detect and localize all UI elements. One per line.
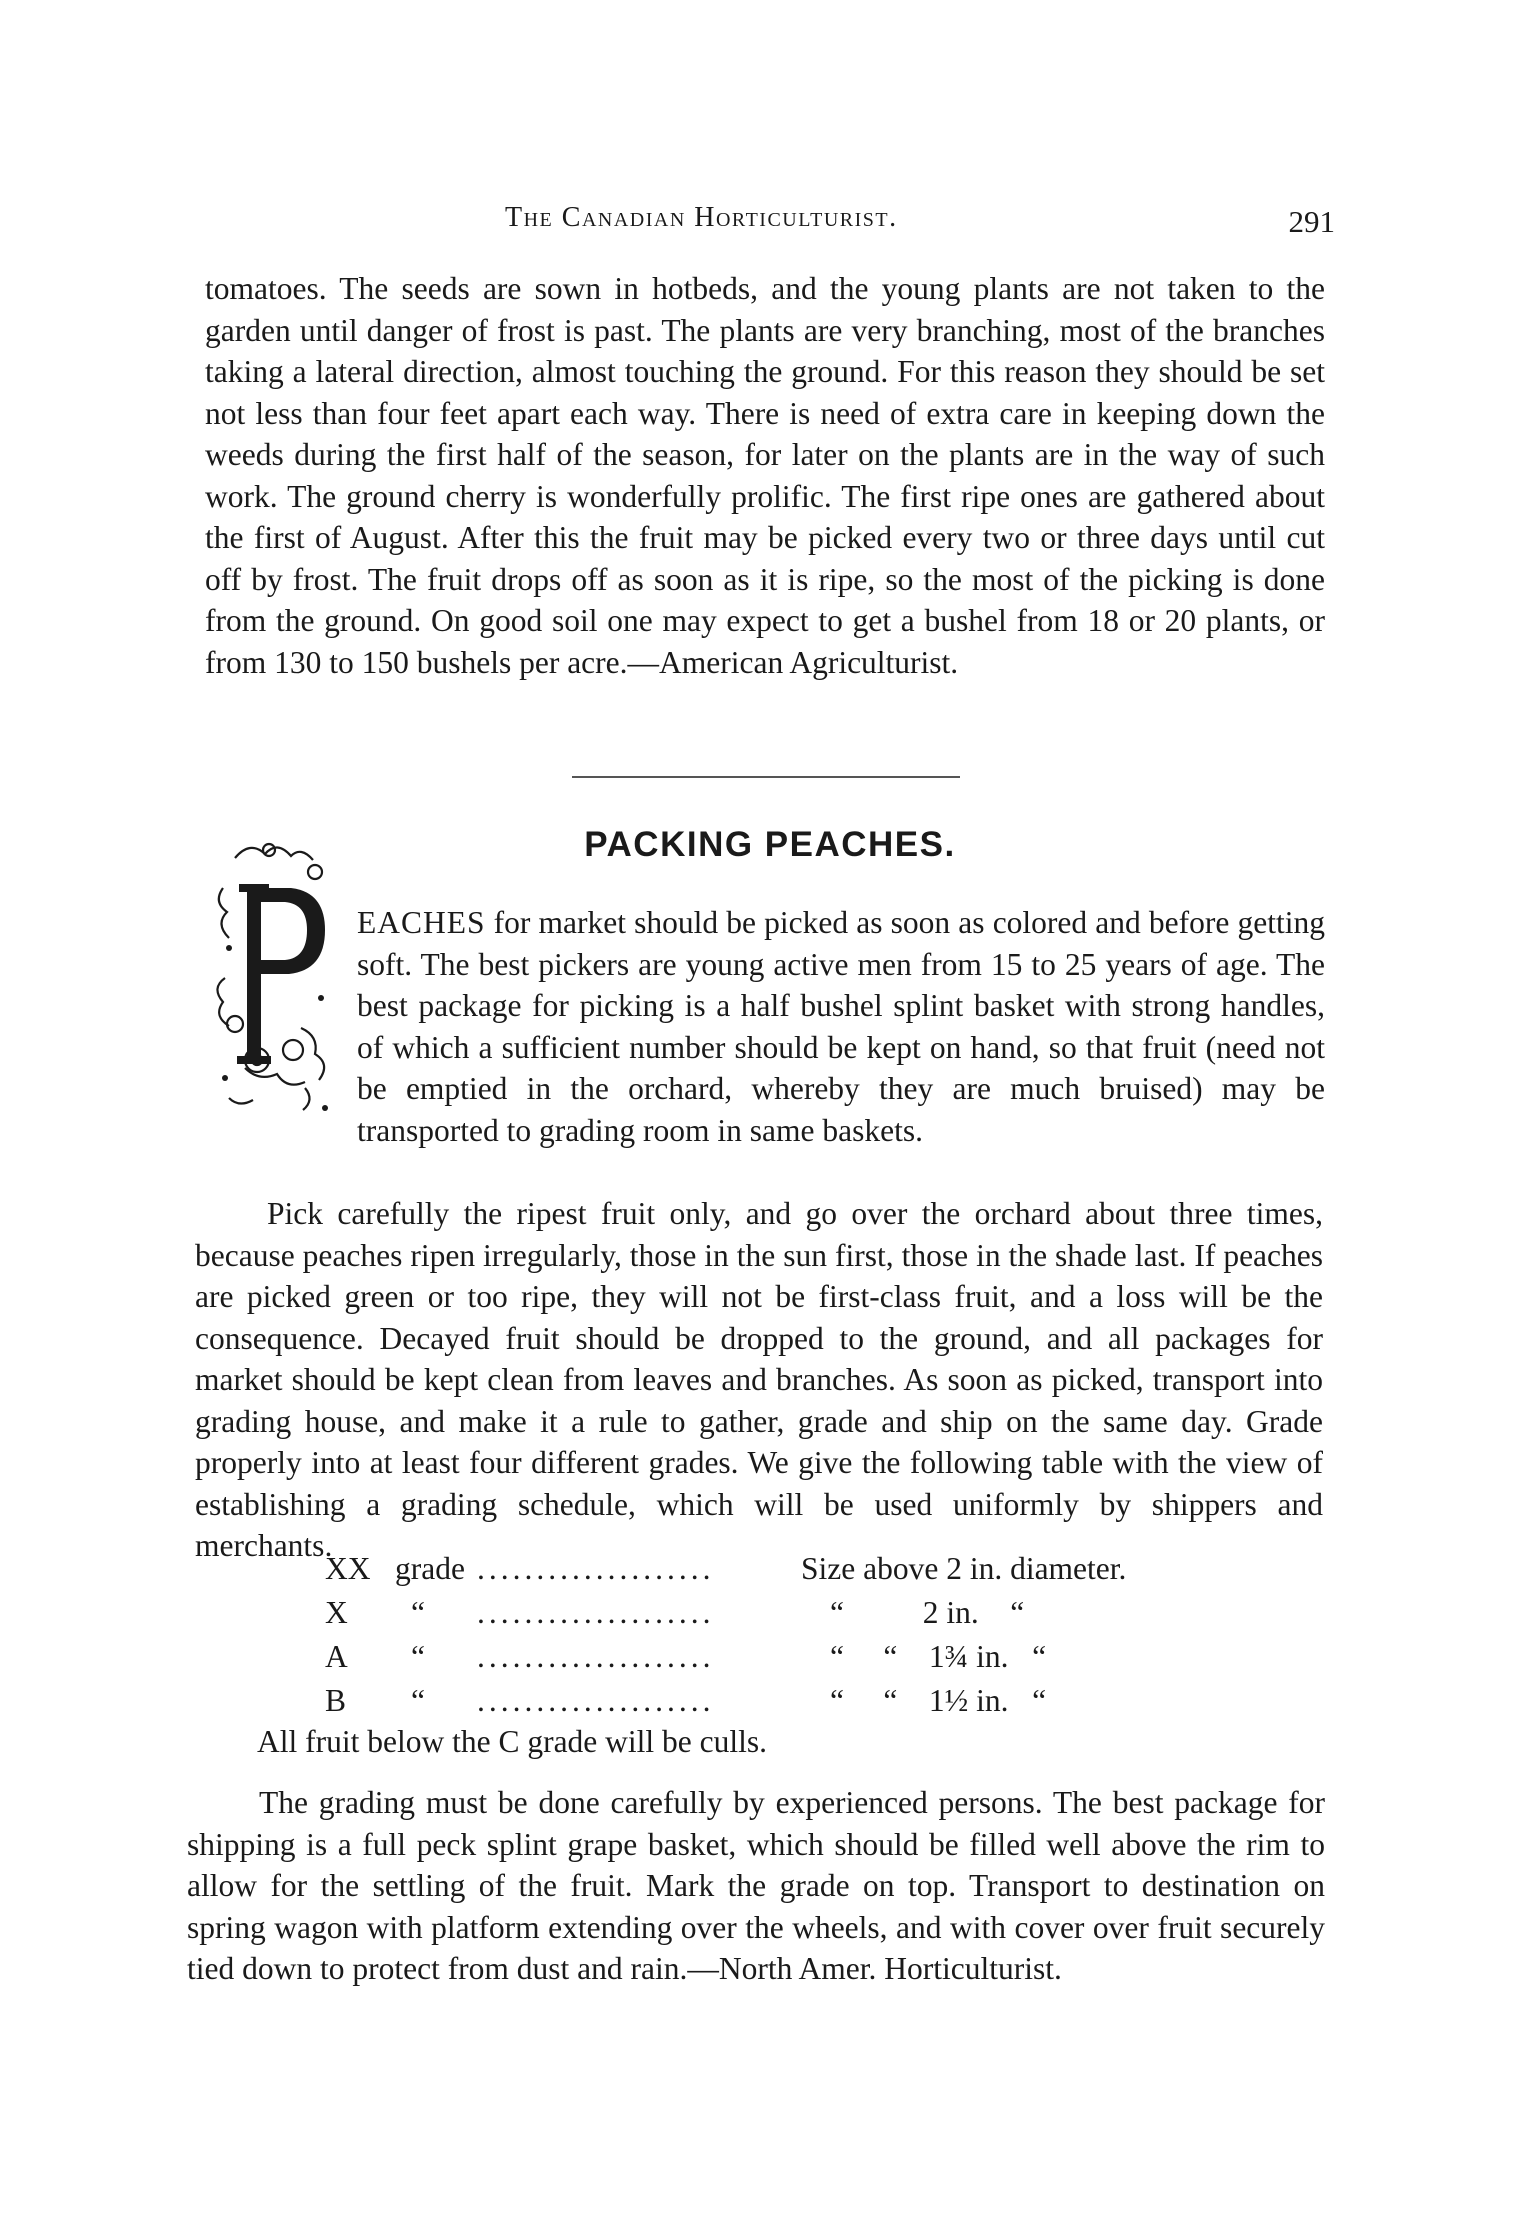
grade-size: “ “ 1¾ in. “ (830, 1639, 1047, 1674)
grade-row (325, 1679, 1225, 1723)
grade-label: “ (411, 1639, 425, 1674)
ornamental-drop-cap (205, 828, 345, 1138)
culls-note: All fruit below the C grade will be culls. (257, 1724, 768, 1759)
grade-size: “ 2 in. “ (830, 1595, 1025, 1630)
intro-paragraph: tomatoes. The seeds are sown in hotbeds, and the young plants are not taken to the garden until danger of frost is past. The plants are very branching, most of the branches taking a lateral direction, almost touching the ground. For this reason they should be set not less than four feet apart each way. There is need of extra care in keeping down the weeds during the first half of the season, for later on the plants are in the way of such work. The ground cherry is wonderfully prolific. The first ripe ones are gathered about the first of August. After this the fruit may be picked every two or three days until cut off by frost. The fruit drops off as soon as it is ripe, so the most of the picking is done from the ground. On good soil one may expect to get a bushel from 18 or 20 plants, or from 130 to 150 bushels per acre.—American Agriculturist. (205, 271, 1325, 680)
grade-name: B (325, 1683, 347, 1718)
page-number: 291 (1288, 204, 1335, 239)
lead-small-caps: EACHES (357, 905, 486, 940)
grade-leader-dots: .................... (477, 1639, 715, 1674)
lead-paragraph (357, 902, 1325, 1151)
final-paragraph: The grading must be done carefully by experienced persons. The best package for shipping is a full peck splint grape basket, which should be filled well above the rim to allow for the settling of the fruit. Mark the grade on top. Transport to destination on spring wagon with platform extending over the wheels, and with cover over fruit securely tied down to protect from dust and rain.—North Amer. Horticulturist. (187, 1785, 1325, 1986)
grade-row (325, 1635, 1225, 1679)
grade-name: X (325, 1595, 348, 1630)
grade-leader-dots: .................... (477, 1551, 715, 1586)
journal-title: The Canadian Horticulturist. (505, 202, 898, 233)
lead-text: for market should be picked as soon as colored and before getting soft. The best pickers are young active men from 15 to 25 years of age. The best package for picking is a half bushel splint basket with strong handles, of which a sufficient number should be kept on hand, so that fruit (need not be emptied in the orchard, whereby they are much bruised) may be transported to grading room in same baskets. (357, 905, 1325, 1148)
grade-row (325, 1591, 1225, 1635)
grade-size: Size above 2 in. diameter. (801, 1551, 1127, 1586)
grade-table (325, 1547, 1225, 1723)
section-divider (572, 776, 960, 778)
grade-label: “ (411, 1595, 425, 1630)
running-header (505, 202, 1335, 252)
grade-size: “ “ 1½ in. “ (830, 1683, 1047, 1718)
grade-name: XX (325, 1551, 371, 1586)
article-title: PACKING PEACHES. (584, 825, 956, 864)
grade-label: grade (395, 1551, 465, 1586)
grade-leader-dots: .................... (477, 1683, 715, 1718)
body-paragraph: Pick carefully the ripest fruit only, and go over the orchard about three times, because peaches ripen irregularly, those in the sun first, those in the shade last. If peaches are picked green or too ripe, they will not be first-class fruit, and a loss will be the consequence. Decayed fruit should be dropped to the ground, and all packages for market should be kept clean from leaves and branches. As soon as picked, transport into grading house, and make it a rule to gather, grade and ship on the same day. Grade properly into at least four different grades. We give the following table with the view of establishing a grading schedule, which will be used uniformly by shippers and merchants. (195, 1196, 1323, 1563)
grade-leader-dots: .................... (477, 1595, 715, 1630)
grade-label: “ (411, 1683, 425, 1718)
grade-row (325, 1547, 1225, 1591)
grade-name: A (325, 1639, 348, 1674)
